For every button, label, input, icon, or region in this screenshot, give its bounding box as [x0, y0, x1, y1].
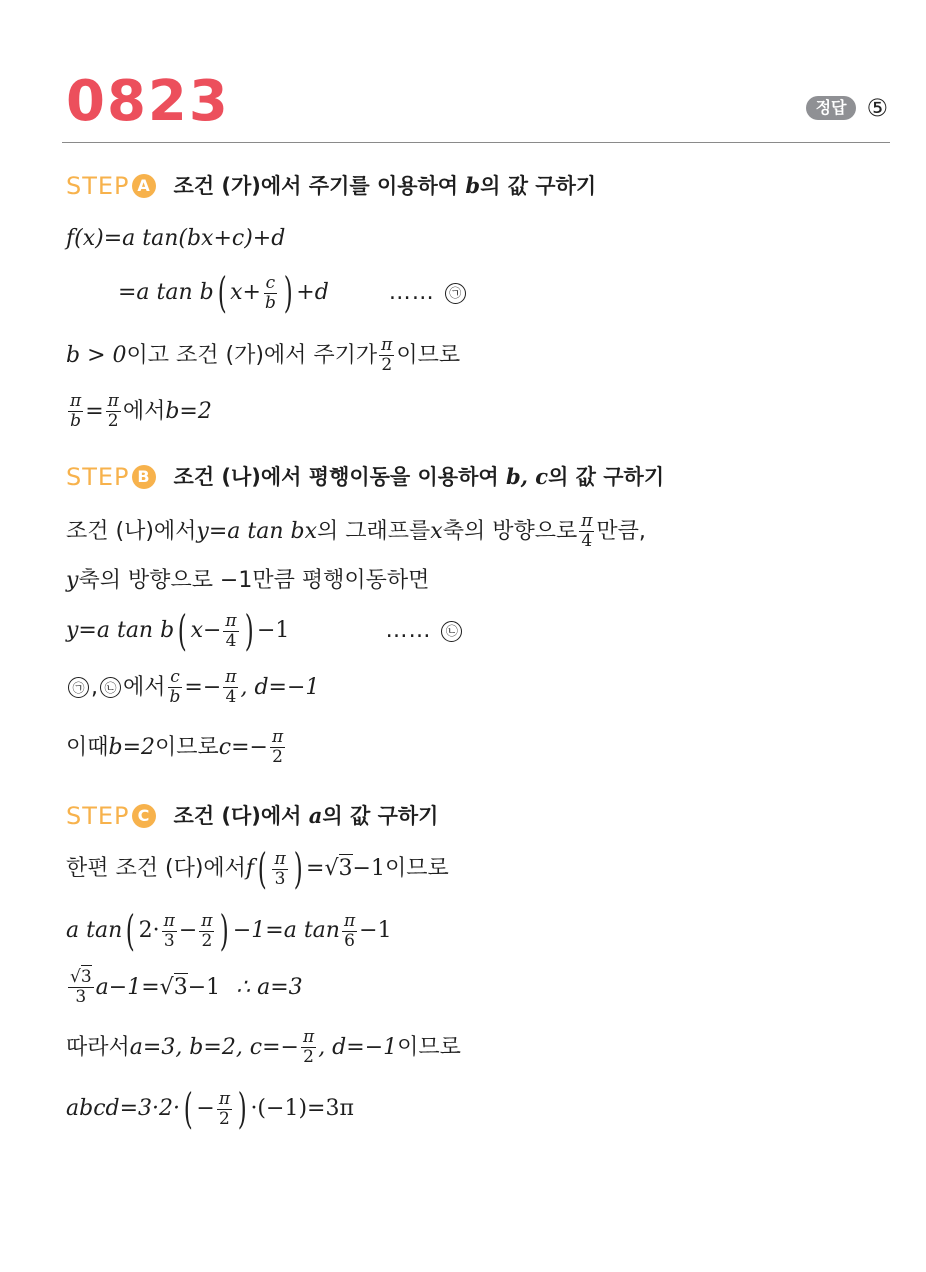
fraction — [223, 612, 238, 651]
step-c-line-4 — [66, 1028, 461, 1067]
step-b-heading — [66, 465, 664, 489]
dots: …… — [385, 618, 432, 643]
paren-close: ) — [237, 1084, 247, 1133]
fraction-denominator: 3 — [75, 987, 87, 1007]
step-b-title-text: 조건 (나)에서 평행이동을 이용하여 — [173, 465, 506, 489]
equals: = — [85, 398, 104, 424]
equals: = — [306, 856, 325, 881]
fraction-numerator: c — [265, 272, 276, 293]
text-part: 이므로 — [384, 856, 449, 881]
fraction-denominator: 2 — [201, 930, 213, 951]
fraction-denominator: 3 — [163, 930, 175, 951]
text-part: 한편 조건 (다)에서 — [66, 856, 246, 881]
text-part: 이므로 — [155, 734, 219, 760]
eq-part: y — [66, 568, 79, 593]
step-b-line-2 — [66, 570, 429, 592]
step-b-word: STEP — [66, 463, 130, 491]
step-a-title — [174, 175, 597, 197]
fraction-numerator: π — [272, 727, 284, 747]
fraction-denominator: 6 — [344, 930, 355, 951]
step-a-line-2 — [118, 268, 468, 317]
step-b-line-4 — [66, 668, 319, 707]
step-a-title-text: 조건 (가)에서 주기를 이용하여 — [173, 174, 466, 198]
fraction — [272, 850, 287, 889]
eq-part: 2· — [138, 918, 160, 943]
eq-part: x− — [190, 618, 222, 643]
step-b-line-3 — [66, 606, 464, 655]
marker-giyeok: ㉠ — [445, 283, 466, 304]
text-part: 의 그래프를 — [317, 518, 431, 544]
fraction-denominator: 4 — [581, 531, 593, 551]
step-c-heading — [66, 804, 438, 828]
problem-number: 0823 — [66, 69, 230, 134]
answer-area — [806, 96, 888, 120]
eq-part: −1=a tan — [232, 918, 340, 943]
paren-open: ( — [125, 906, 135, 955]
step-c-title-var: a — [308, 803, 323, 828]
paren-open: ( — [177, 606, 187, 655]
fraction-denominator: 4 — [225, 630, 237, 651]
eq-part: − — [196, 1096, 215, 1121]
square-root: √3 — [324, 856, 353, 881]
fraction-numerator: π — [343, 910, 356, 931]
text-part: 이므로 — [397, 1034, 461, 1060]
eq-part: c=− — [218, 734, 268, 760]
paren-close: ) — [220, 906, 230, 955]
fraction — [168, 668, 183, 707]
fraction-numerator: π — [381, 335, 393, 355]
paren-open: ( — [257, 844, 267, 893]
text-part: 조건 (나)에서 — [66, 518, 197, 544]
eq-part: x — [430, 518, 443, 544]
fraction — [199, 912, 214, 951]
step-c-line-5 — [66, 1084, 354, 1133]
fraction — [301, 1028, 316, 1067]
eq-part: −1 — [359, 918, 392, 943]
fraction-denominator: 2 — [381, 355, 393, 375]
fraction-numerator: √3 — [70, 967, 92, 987]
fraction — [270, 728, 285, 767]
text-part: 따라서 — [66, 1034, 130, 1060]
text-part: 축의 방향으로 −1만큼 평행이동하면 — [78, 568, 430, 593]
step-a-heading — [66, 174, 596, 198]
paren-close: ) — [293, 844, 303, 893]
eq-part: =− — [184, 674, 222, 700]
fraction — [106, 392, 121, 431]
fraction-numerator: π — [163, 910, 175, 931]
fraction-numerator: π — [201, 910, 213, 931]
fraction — [68, 968, 94, 1007]
step-a-line-3 — [66, 336, 460, 375]
fraction-numerator: π — [107, 391, 119, 411]
step-b-badge: B — [132, 465, 156, 489]
eq-part: ∴ a=3 — [236, 974, 303, 1000]
eq-part: a tan — [66, 918, 123, 943]
sqrt-argument: 3 — [173, 974, 188, 1000]
fraction — [162, 912, 177, 951]
text-part: 만큼, — [596, 518, 646, 544]
fraction-numerator: π — [70, 391, 82, 411]
step-b-title-var: b, c — [505, 464, 549, 489]
answer-value: ⑤ — [866, 94, 888, 122]
step-a-line-4 — [66, 392, 212, 431]
sqrt-argument: 3 — [80, 967, 92, 987]
step-b-title — [174, 466, 665, 488]
step-b-line-5 — [66, 728, 287, 767]
fraction — [379, 336, 394, 375]
dots: …… — [388, 280, 435, 305]
eq-part: y=a tan b — [66, 618, 175, 643]
eq-part: =a tan b — [118, 280, 214, 305]
fraction-denominator: b — [264, 292, 276, 313]
answer-badge: 정답 — [806, 96, 857, 120]
eq-part: a=3, b=2, c=− — [129, 1034, 299, 1060]
square-root: √3 — [159, 974, 188, 1000]
text-part: 이므로 — [396, 342, 461, 368]
fraction-numerator: π — [218, 1088, 231, 1109]
text-part: 에서 — [123, 674, 166, 700]
eq-part: b=2 — [108, 734, 156, 760]
fraction — [579, 512, 594, 551]
fraction — [223, 668, 238, 707]
step-c-line-1 — [66, 844, 449, 893]
step-c-line-2 — [66, 906, 392, 955]
step-c-title-text: 조건 (다)에서 — [173, 804, 309, 828]
eq-part: −1 — [352, 856, 385, 881]
sqrt-argument: 3 — [338, 856, 353, 881]
fraction-denominator: 4 — [225, 687, 237, 707]
step-b-title-end: 의 값 구하기 — [548, 465, 665, 489]
marker-giyeok: ㉠ — [68, 677, 89, 698]
paren-close: ) — [283, 268, 293, 317]
marker-nieun: ㉡ — [100, 677, 121, 698]
step-a-title-var: b — [465, 173, 481, 198]
paren-close: ) — [244, 606, 254, 655]
text-part: 축의 방향으로 — [442, 518, 578, 544]
eq-part: , d=−1 — [240, 674, 320, 700]
eq-part: b > 0 — [66, 342, 127, 368]
fraction-denominator: b — [70, 411, 82, 431]
fraction — [217, 1090, 232, 1129]
fraction-numerator: c — [170, 667, 180, 687]
fraction-denominator: 2 — [219, 1108, 230, 1129]
marker-nieun: ㉡ — [441, 621, 462, 642]
fraction-numerator: π — [274, 848, 286, 869]
fraction-denominator: 2 — [107, 411, 119, 431]
fraction-denominator: 2 — [272, 747, 283, 767]
eq-part: a−1= — [95, 974, 160, 1000]
step-c-title — [174, 805, 439, 827]
paren-open: ( — [217, 268, 227, 317]
step-a-line-1: f(x)=a tan(bx+c)+d — [66, 226, 286, 251]
eq-part: −1 — [187, 974, 221, 1000]
eq-part: , d=−1 — [318, 1034, 398, 1060]
step-c-title-end: 의 값 구하기 — [322, 804, 439, 828]
fraction-numerator: π — [225, 610, 237, 631]
eq-part: f — [245, 856, 255, 881]
step-b-line-1 — [66, 512, 646, 551]
fraction — [68, 392, 83, 431]
step-a-badge: A — [132, 174, 156, 198]
step-c-line-3 — [66, 968, 303, 1007]
text-part: 이고 조건 (가)에서 주기가 — [126, 342, 378, 368]
fraction-denominator: b — [169, 687, 181, 707]
paren-open: ( — [183, 1084, 193, 1133]
eq-part: − — [178, 918, 198, 943]
eq-part: x+ — [230, 280, 261, 305]
eq-part: abcd=3·2· — [66, 1096, 181, 1121]
eq-part: y=a tan bx — [196, 518, 318, 544]
fraction-numerator: π — [581, 511, 593, 531]
eq-part: ·(−1)=3π — [250, 1096, 354, 1121]
fraction — [342, 912, 357, 951]
eq-part: b=2 — [165, 398, 212, 424]
step-c-badge: C — [132, 804, 156, 828]
fraction — [263, 274, 278, 313]
eq-part: +d — [296, 280, 329, 305]
step-a-title-end: 의 값 구하기 — [480, 174, 597, 198]
fraction-numerator: π — [225, 667, 237, 687]
text-part: 에서 — [122, 398, 166, 424]
eq-part: −1 — [257, 618, 290, 643]
fraction-denominator: 2 — [303, 1047, 314, 1067]
text-part: , — [91, 674, 98, 700]
step-c-word: STEP — [66, 802, 130, 830]
header-divider — [62, 142, 890, 143]
text-part: 이때 — [66, 734, 109, 760]
fraction-denominator: 3 — [274, 868, 286, 889]
fraction-numerator: π — [303, 1027, 315, 1047]
step-a-word: STEP — [66, 172, 130, 200]
